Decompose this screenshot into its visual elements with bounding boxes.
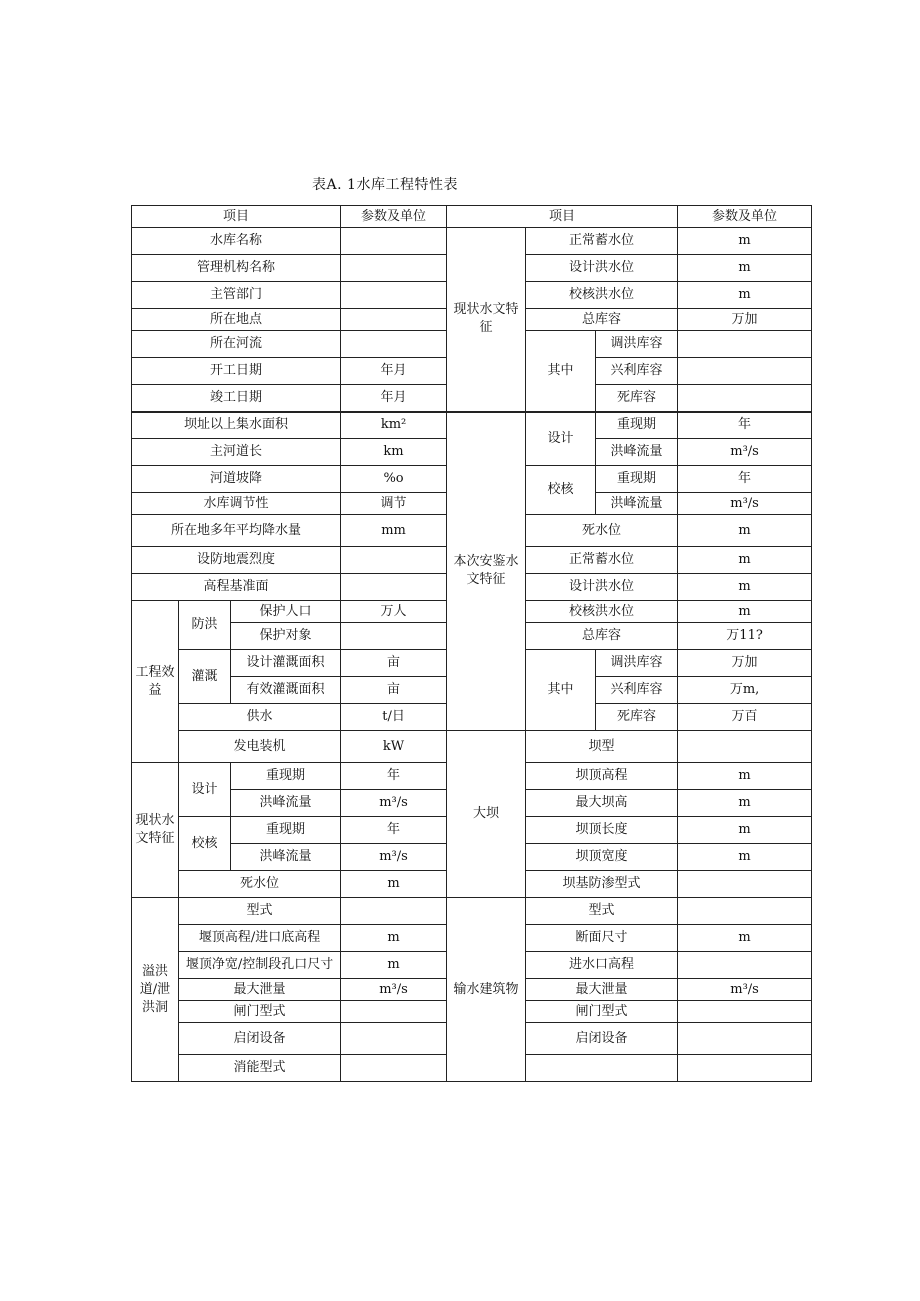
cell-value: m³/s	[341, 979, 447, 1001]
cell-value: kW	[341, 731, 447, 763]
cell-label: 进水口高程	[526, 952, 678, 979]
cell-value	[678, 871, 812, 898]
cell-value	[678, 1055, 812, 1082]
cell-value: 亩	[341, 650, 447, 677]
cell-label: 总库容	[526, 623, 678, 650]
table-row	[132, 206, 812, 228]
reservoir-characteristics-table	[131, 205, 812, 1082]
cell-value: 调节	[341, 493, 447, 515]
header-item-right: 项目	[447, 206, 678, 228]
cell-label: 最大泄量	[526, 979, 678, 1001]
cell-label: 设计洪水位	[526, 574, 678, 601]
cell-label: 洪峰流量	[596, 439, 678, 466]
group-design: 设计	[179, 763, 231, 817]
cell-value	[341, 574, 447, 601]
cell-label: 坝顶宽度	[526, 844, 678, 871]
table-row	[132, 228, 812, 255]
cell-value: m³/s	[678, 979, 812, 1001]
cell-label: 水库名称	[132, 228, 341, 255]
cell-value	[678, 898, 812, 925]
group-qizhong: 其中	[526, 331, 596, 412]
table-row	[132, 412, 812, 439]
cell-label: 管理机构名称	[132, 255, 341, 282]
group-flood-control: 防洪	[179, 601, 231, 650]
group-check: 校核	[526, 466, 596, 515]
cell-label: 调洪库容	[596, 331, 678, 358]
cell-label: 洪峰流量	[596, 493, 678, 515]
cell-label: 设计灌溉面积	[231, 650, 341, 677]
group-check: 校核	[179, 817, 231, 871]
cell-value: km	[341, 439, 447, 466]
cell-value: m	[341, 925, 447, 952]
cell-label: 死水位	[179, 871, 341, 898]
group-dam: 大坝	[447, 731, 526, 898]
cell-value: m	[678, 601, 812, 623]
cell-value: m³/s	[678, 439, 812, 466]
cell-label: 消能型式	[179, 1055, 341, 1082]
cell-label: 正常蓄水位	[526, 228, 678, 255]
cell-label: 型式	[179, 898, 341, 925]
cell-value: 万11?	[678, 623, 812, 650]
cell-value	[341, 309, 447, 331]
cell-label: 保护对象	[231, 623, 341, 650]
group-qizhong: 其中	[526, 650, 596, 731]
cell-label: 兴利库容	[596, 358, 678, 385]
group-spillway: 溢洪道/泄洪洞	[132, 898, 179, 1082]
cell-value: m	[678, 790, 812, 817]
cell-label: 设计洪水位	[526, 255, 678, 282]
header-param-right: 参数及单位	[678, 206, 812, 228]
cell-label: 所在地点	[132, 309, 341, 331]
cell-value	[341, 255, 447, 282]
cell-label: 竣工日期	[132, 385, 341, 412]
group-irrigation: 灌溉	[179, 650, 231, 704]
cell-label: 坝顶高程	[526, 763, 678, 790]
cell-value: m	[678, 763, 812, 790]
cell-label: 坝基防渗型式	[526, 871, 678, 898]
cell-value	[678, 1023, 812, 1055]
cell-value	[341, 623, 447, 650]
cell-label: 堰顶高程/进口底高程	[179, 925, 341, 952]
cell-value: t/日	[341, 704, 447, 731]
group-current-hydro: 现状水文特征	[447, 228, 526, 412]
cell-label: 闸门型式	[179, 1001, 341, 1023]
cell-value: 万人	[341, 601, 447, 623]
cell-label: 重现期	[596, 466, 678, 493]
cell-value	[678, 331, 812, 358]
cell-value: m³/s	[341, 790, 447, 817]
cell-value: m	[341, 871, 447, 898]
cell-label: 坝址以上集水面积	[132, 412, 341, 439]
cell-label: 保护人口	[231, 601, 341, 623]
cell-value	[341, 1055, 447, 1082]
cell-label: 有效灌溉面积	[231, 677, 341, 704]
cell-value: m	[678, 844, 812, 871]
cell-label: 重现期	[231, 817, 341, 844]
cell-value: m	[678, 228, 812, 255]
cell-value	[341, 898, 447, 925]
group-appraisal-hydro: 本次安鉴水文特征	[447, 412, 526, 731]
cell-label: 主管部门	[132, 282, 341, 309]
cell-value: 亩	[341, 677, 447, 704]
cell-value: 年	[341, 763, 447, 790]
cell-value: m	[678, 925, 812, 952]
cell-label: 正常蓄水位	[526, 547, 678, 574]
cell-value: 万加	[678, 309, 812, 331]
group-design: 设计	[526, 412, 596, 466]
table-row	[132, 898, 812, 925]
cell-label: 主河道长	[132, 439, 341, 466]
cell-label: 断面尺寸	[526, 925, 678, 952]
cell-value: 年	[678, 466, 812, 493]
cell-label: 洪峰流量	[231, 790, 341, 817]
cell-label: 开工日期	[132, 358, 341, 385]
cell-label: 闸门型式	[526, 1001, 678, 1023]
cell-value: 万m,	[678, 677, 812, 704]
cell-label: 坝型	[526, 731, 678, 763]
cell-value: m	[678, 547, 812, 574]
table-row	[132, 731, 812, 763]
cell-value	[341, 1001, 447, 1023]
cell-label: 启闭设备	[526, 1023, 678, 1055]
cell-label: 设防地震烈度	[132, 547, 341, 574]
cell-value: 年	[678, 412, 812, 439]
cell-label: 堰顶净宽/控制段孔口尺寸	[179, 952, 341, 979]
cell-value: 年月	[341, 358, 447, 385]
cell-label: 高程基准面	[132, 574, 341, 601]
cell-label: 坝顶长度	[526, 817, 678, 844]
cell-value	[341, 282, 447, 309]
cell-label: 最大泄量	[179, 979, 341, 1001]
cell-value: m	[678, 817, 812, 844]
cell-value: 万加	[678, 650, 812, 677]
cell-label: 河道坡降	[132, 466, 341, 493]
cell-value: km²	[341, 412, 447, 439]
cell-label: 重现期	[596, 412, 678, 439]
cell-value: m	[678, 515, 812, 547]
cell-label: 校核洪水位	[526, 282, 678, 309]
cell-value	[341, 331, 447, 358]
cell-value: m	[678, 255, 812, 282]
cell-label: 供水	[179, 704, 341, 731]
cell-label	[526, 1055, 678, 1082]
group-water-conveyance: 输水建筑物	[447, 898, 526, 1082]
cell-value: 年月	[341, 385, 447, 412]
cell-label: 死库容	[596, 704, 678, 731]
cell-label: 死水位	[526, 515, 678, 547]
cell-label: 重现期	[231, 763, 341, 790]
cell-value: m³/s	[341, 844, 447, 871]
cell-label: 调洪库容	[596, 650, 678, 677]
cell-value	[341, 228, 447, 255]
cell-value: %o	[341, 466, 447, 493]
cell-label: 总库容	[526, 309, 678, 331]
table-title: 表A. 1水库工程特性表	[312, 177, 458, 193]
cell-label: 所在地多年平均降水量	[132, 515, 341, 547]
cell-label: 型式	[526, 898, 678, 925]
cell-value: m	[341, 952, 447, 979]
cell-value	[678, 952, 812, 979]
cell-value	[678, 731, 812, 763]
cell-label: 启闭设备	[179, 1023, 341, 1055]
header-item-left: 项目	[132, 206, 341, 228]
cell-label: 死库容	[596, 385, 678, 412]
cell-value	[678, 358, 812, 385]
cell-value	[678, 1001, 812, 1023]
header-param-left: 参数及单位	[341, 206, 447, 228]
cell-label: 水库调节性	[132, 493, 341, 515]
cell-label: 最大坝高	[526, 790, 678, 817]
cell-label: 洪峰流量	[231, 844, 341, 871]
cell-value	[678, 385, 812, 412]
cell-label: 发电装机	[179, 731, 341, 763]
cell-value	[341, 1023, 447, 1055]
cell-value: 万百	[678, 704, 812, 731]
cell-value: m	[678, 574, 812, 601]
cell-value: mm	[341, 515, 447, 547]
cell-value: 年	[341, 817, 447, 844]
cell-label: 校核洪水位	[526, 601, 678, 623]
cell-label: 兴利库容	[596, 677, 678, 704]
group-current-hydro-left: 现状水文特征	[132, 763, 179, 898]
group-engineering-benefit: 工程效益	[132, 601, 179, 763]
cell-value	[341, 547, 447, 574]
cell-value: m³/s	[678, 493, 812, 515]
cell-label: 所在河流	[132, 331, 341, 358]
cell-value: m	[678, 282, 812, 309]
